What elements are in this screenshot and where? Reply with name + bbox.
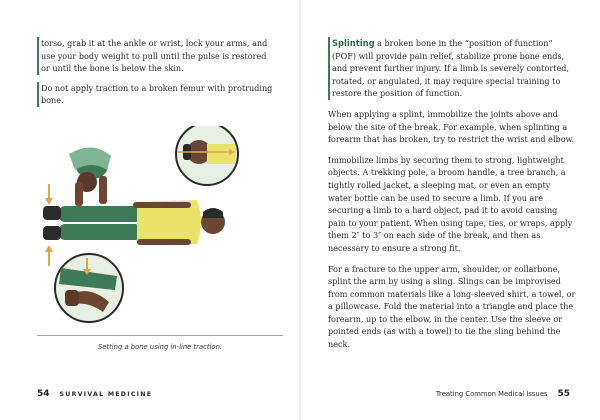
left-footer xyxy=(37,389,152,399)
left-paragraph-2: Do not apply traction to a broken femur with protruding bone. xyxy=(37,82,277,107)
left-page-number: 54 xyxy=(37,389,50,399)
helper-top xyxy=(69,147,111,206)
figure-caption: Setting a bone using in-line traction. xyxy=(97,343,223,351)
right-page-body xyxy=(328,37,576,359)
right-paragraph-1 xyxy=(328,37,576,100)
ankle-detail-circle xyxy=(55,254,123,322)
right-paragraph-2: When applying a splint, immobilize the joints above and below the site of the break. For example, when splinting a forearm that has broken, try to restrict the wrist and elbow. xyxy=(328,108,575,145)
right-page-number: 55 xyxy=(557,389,570,399)
caption-divider xyxy=(37,335,283,336)
splinting-lead-term: Splinting xyxy=(332,38,375,48)
right-running-head: Treating Common Medical Issues xyxy=(435,390,548,398)
left-page-body xyxy=(37,37,277,114)
right-paragraph-4: For a fracture to the upper arm, shoulder, or collarbone, splint the arm by using a sling. Slings can be improvised from common materials like a long-sleeved shirt, a towel, or a pillowcase. Fold the material into a triangle and place the forearm, up to the elbow, in the center. Use the sleeve or pointed ends (as with a towel) to tie the sling behind the neck. xyxy=(328,263,576,350)
traction-arrow-icon xyxy=(45,184,53,266)
traction-illustration xyxy=(37,126,283,336)
head-detail-circle xyxy=(176,126,238,185)
right-paragraph-3: Immobilize limbs by securing them to strong, lightweight objects. A trekking pole, a broom handle, a tree branch, a tightly rolled jacket, a sleeping mat, or even an empty water bottle can be used to secure a limb. If you are securing a limb to a hard object, pad it to avoid causing pain to your patient. When using tape, ties, or wraps, apply them 2″ to 3″ on each side of the break, and then as necessary to ensure a strong fit. xyxy=(328,154,573,253)
right-footer xyxy=(436,389,570,399)
page-gutter xyxy=(299,0,301,420)
patient-lying xyxy=(43,200,225,245)
right-paragraph-1-text: a broken bone in the “position of function” (POF) will provide pain relief, stabilize prone bone ends, and prevent further injury. If a limb is severely contorted, rotated, or angulated, it may require special training to restore the position of function. xyxy=(332,38,570,99)
left-running-head: SURVIVAL MEDICINE xyxy=(59,391,153,398)
traction-illustration-svg xyxy=(37,126,283,336)
left-paragraph-1: torso, grab it at the ankle or wrist, lock your arms, and use your body weight to pull until the pulse is restored or until the bone is below the skin. xyxy=(37,37,277,75)
